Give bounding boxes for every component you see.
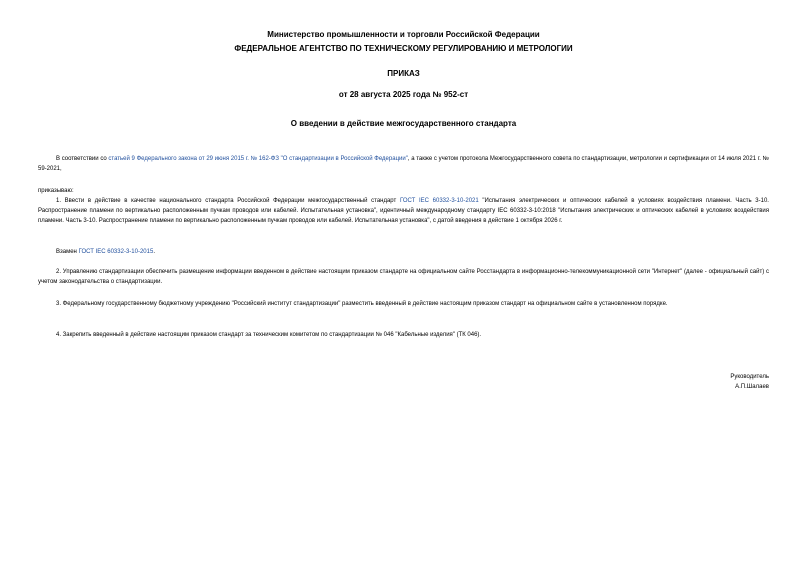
agency-heading: ФЕДЕРАЛЬНОЕ АГЕНТСТВО ПО ТЕХНИЧЕСКОМУ РЕГУЛИРОВАНИЮ И МЕТРОЛОГИИ (234, 44, 573, 53)
replace-suffix: . (153, 249, 155, 255)
law-link[interactable]: статьей 9 Федерального закона от 29 июня 2015 г. № 162-ФЗ "О стандартизации в Российской Федерации" (108, 156, 408, 162)
item-1-paragraph (38, 196, 769, 226)
doc-type-heading: ПРИКАЗ (387, 69, 420, 78)
signature-name: А.П.Шалаев (735, 384, 769, 390)
subject-heading: О введении в действие межгосударственного стандарта (290, 119, 517, 128)
item-1-prefix: 1. Ввести в действие в качестве национального стандарта Российской Федерации межгосударственный стандарт (56, 198, 400, 204)
preamble-paragraph (38, 154, 769, 174)
gost-2015-link[interactable]: ГОСТ IEC 60332-3-10-2015 (78, 249, 154, 255)
gost-2021-link[interactable]: ГОСТ IEC 60332-3-10-2021 (399, 198, 479, 204)
ministry-heading: Министерство промышленности и торговли Российской Федерации (267, 30, 540, 39)
item-3-paragraph: 3. Федеральному государственному бюджетному учреждению "Российский институт стандартизации" разместить введенный в действие настоящим приказом стандарт на официальном сайте в установленном порядке. (56, 301, 668, 307)
preamble-suffix: , а также с учетом протокола Межгосударственного совета по стандартизации, метрологии и сертификации от 14 июля 2021 г. № 59-2021, (38, 156, 769, 172)
order-word: приказываю: (38, 188, 74, 194)
item-1-suffix: "Испытания электрических и оптических кабелей в условиях воздействия пламени. Часть 3-10. Распространение пламени по вертикально расположенным пучкам проводов или кабелей. Испытательная установка", идентичный международному стандарту IEC 60332-3-10:2018 "Испытания электрических и оптических кабелей в условиях воздействия пламени. Часть 3-10. Распространение пламени по вертикально расположенным пучкам проводов или кабелей. Испытательная установка", с датой введения в действие 1 октября 2026 г. (38, 198, 769, 224)
signature-title: Руководитель (730, 374, 769, 380)
item-2-paragraph: 2. Управлению стандартизации обеспечить размещение информации введенном в действие настоящим приказом стандарте на официальном сайте Росстандарта в информационно-телекоммуникационной сети "Интернет" (далее - официальный сайт) с учетом законодательства о стандартизации. (38, 269, 769, 285)
replace-paragraph (38, 247, 769, 257)
signature-block (730, 372, 769, 392)
preamble-prefix: В соответствии со (56, 156, 109, 162)
item-4-paragraph: 4. Закрепить введенный в действие настоящим приказом стандарт за техническим комитетом по стандартизации № 046 "Кабельные изделия" (ТК 046). (56, 332, 482, 338)
replace-prefix: Взамен (56, 249, 79, 255)
date-number-heading: от 28 августа 2025 года № 952-ст (338, 90, 469, 99)
